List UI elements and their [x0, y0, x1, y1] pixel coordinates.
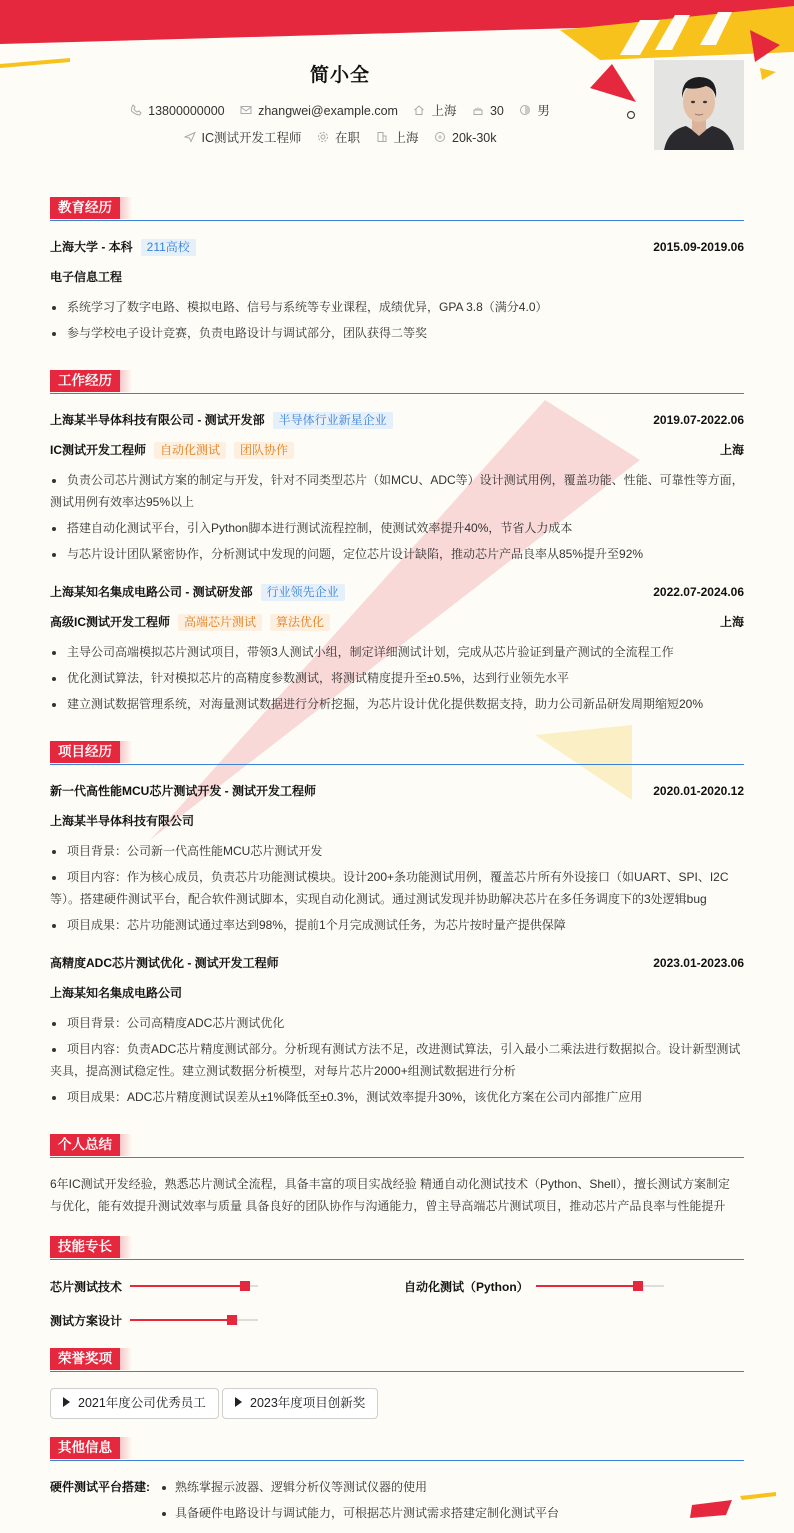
- play-icon: [63, 1397, 70, 1407]
- job-intent-row: [0, 128, 680, 146]
- list-item: 项目背景：公司新一代高性能MCU芯片测试开发: [50, 841, 744, 862]
- skill-name: 自动化测试（Python）: [404, 1280, 529, 1294]
- skill-bar-knob: [240, 1281, 250, 1291]
- age-item: [472, 104, 504, 118]
- target-city-text: 上海: [393, 131, 419, 145]
- skill-bar-fill: [536, 1285, 638, 1287]
- email-item: [240, 104, 398, 118]
- gender-icon: [519, 104, 531, 116]
- coin-icon: [434, 131, 446, 143]
- target-position-text: IC测试开发工程师: [201, 131, 302, 145]
- summary-section-header: [50, 1134, 744, 1158]
- candidate-name: 简小全: [309, 65, 370, 86]
- list-item: 主导公司高端模拟芯片测试项目，带领3人测试小组，制定详细测试计划，完成从芯片验证到量产测试的全流程工作: [50, 642, 744, 663]
- skill-bar-knob: [633, 1281, 643, 1291]
- list-item-continuation: 测试用例有效率达95%以上: [50, 495, 195, 509]
- target-city-item: [376, 128, 419, 146]
- role-tag: 高端芯片测试: [178, 614, 262, 631]
- salary-item: [434, 131, 496, 145]
- award-label: 2023年度项目创新奖: [250, 1396, 366, 1410]
- project-company: 上海某半导体科技有限公司: [50, 814, 195, 828]
- other-section-title: 其他信息: [50, 1437, 120, 1459]
- list-item: 建立测试数据管理系统，对海量测试数据进行分析挖掘，为芯片设计优化提供数据支持，助力公司新品研发周期缩短20%: [50, 694, 744, 715]
- project-period: 2020.01-2020.12: [653, 784, 744, 798]
- education-section-title: 教育经历: [50, 197, 120, 219]
- skills-section-title: 技能专长: [50, 1236, 120, 1258]
- skills-section-header: [50, 1236, 744, 1260]
- profile-photo: [654, 60, 744, 150]
- work-section-title: 工作经历: [50, 370, 120, 392]
- role-tag: 算法优化: [270, 614, 330, 631]
- mail-icon: [240, 104, 252, 116]
- awards-section-title: 荣誉奖项: [50, 1348, 120, 1370]
- project-section-header: [50, 741, 744, 765]
- company-tag: 半导体行业新星企业: [273, 412, 393, 429]
- phone-item: [130, 104, 224, 118]
- status-text: 在职: [335, 131, 361, 145]
- list-item: 系统学习了数字电路、模拟电路、信号与系统等专业课程，成绩优异，GPA 3.8（满分4.0）: [50, 297, 744, 318]
- project-period: 2023.01-2023.06: [653, 956, 744, 970]
- work-section-header: [50, 370, 744, 394]
- skill-bar: [536, 1285, 664, 1287]
- job-header: [50, 411, 744, 429]
- job-role-row: [50, 613, 744, 631]
- project-company: 上海某知名集成电路公司: [50, 986, 183, 1000]
- job-header: [50, 583, 744, 601]
- skill-bar: [130, 1285, 258, 1287]
- awards-section-header: [50, 1348, 744, 1372]
- list-item: 参与学校电子设计竞赛，负责电路设计与调试部分，团队获得二等奖: [50, 323, 744, 344]
- cake-icon: [472, 104, 484, 116]
- contact-row: [0, 101, 680, 119]
- email-address: zhangwei@example.com: [258, 104, 398, 118]
- gender-item: [519, 101, 550, 119]
- project-section-title: 项目经历: [50, 741, 120, 763]
- play-icon: [235, 1397, 242, 1407]
- building-icon: [376, 131, 388, 143]
- summary-line: 6年IC测试开发经验，熟悉芯片测试全流程，具备丰富的项目实战经验 精通自动化测试技术（Python、Shell），擅长测试方案制定: [50, 1177, 731, 1191]
- gear-icon: [317, 131, 329, 143]
- major-name: 电子信息工程: [50, 270, 123, 284]
- education-entry-header: [50, 238, 744, 256]
- gender-text: 男: [537, 104, 550, 118]
- job-period: 2019.07-2022.06: [653, 413, 744, 427]
- send-icon: [184, 131, 196, 143]
- list-item: 项目成果：芯片功能测试通过率达到98%，提前1个月完成测试任务，为芯片按时量产提供保障: [50, 915, 744, 936]
- skill-bar-knob: [227, 1315, 237, 1325]
- location-item: [413, 101, 456, 119]
- list-item-continuation: 夹具，提高测试稳定性。建立测试数据分析模型，对每片芯片2000+组测试数据进行分析: [50, 1064, 516, 1078]
- job-role: 高级IC测试开发工程师: [50, 615, 171, 629]
- job-city: 上海: [719, 443, 744, 457]
- award-label: 2021年度公司优秀员工: [78, 1396, 206, 1410]
- job-role-row: [50, 441, 744, 459]
- skill-bar-fill: [130, 1319, 232, 1321]
- age-text: 30: [489, 104, 504, 118]
- project-name: 高精度ADC芯片测试优化 - 测试开发工程师: [50, 956, 279, 970]
- salary-text: 20k-30k: [452, 131, 497, 145]
- skill-name: 测试方案设计: [50, 1314, 123, 1328]
- company-name: 上海某半导体科技有限公司 - 测试开发部: [50, 413, 265, 427]
- list-item: 项目内容：负责ADC芯片精度测试部分。分析现有测试方法不足，改进测试算法，引入最小二乘法进行数据拟合。设计新型测试: [50, 1039, 744, 1060]
- list-item-continuation: 等）。搭建硬件测试平台，配合软件测试脚本，实现自动化测试。通过测试发现并协助解决芯片在多任务调度下的3处逻辑bug: [50, 892, 707, 906]
- job-city: 上海: [719, 615, 744, 629]
- school-tag: 211高校: [141, 239, 196, 256]
- company-name: 上海某知名集成电路公司 - 测试研发部: [50, 585, 253, 599]
- skill-name: 芯片测试技术: [50, 1280, 123, 1294]
- target-position-item: [184, 128, 302, 146]
- list-item: 项目内容：作为核心成员，负责芯片功能测试模块。设计200+条功能测试用例，覆盖芯片所有外设接口（如UART、SPI、I2C: [50, 867, 744, 888]
- phone-icon: [130, 104, 142, 116]
- list-item: 项目成果：ADC芯片精度测试误差从±1%降低至±0.3%，测试效率提升30%，该优化方案在公司内部推广应用: [50, 1087, 744, 1108]
- list-item: 优化测试算法，针对模拟芯片的高精度参数测试，将测试精度提升至±0.5%，达到行业领先水平: [50, 668, 744, 689]
- list-item: 与芯片设计团队紧密协作，分析测试中发现的问题，定位芯片设计缺陷，推动芯片产品良率从85%提升至92%: [50, 544, 744, 565]
- award-item: [222, 1388, 378, 1419]
- summary-line: 与优化，能有效提升测试效率与质量 具备良好的团队协作与沟通能力，曾主导高端芯片测试项目，推动芯片产品良率与性能提升: [50, 1199, 726, 1213]
- summary-section-title: 个人总结: [50, 1134, 120, 1156]
- location-text: 上海: [431, 104, 457, 118]
- phone-number: 13800000000: [148, 104, 225, 118]
- list-item: 负责公司芯片测试方案的制定与开发，针对不同类型芯片（如MCU、ADC等）设计测试用例，覆盖功能、性能、可靠性等方面，: [50, 470, 744, 491]
- skill-bar-fill: [130, 1285, 245, 1287]
- role-tag: 自动化测试: [154, 442, 226, 459]
- job-role: IC测试开发工程师: [50, 443, 147, 457]
- school-name: 上海大学 - 本科: [50, 240, 133, 254]
- project-header: [50, 782, 744, 800]
- role-tag: 团队协作: [234, 442, 294, 459]
- company-tag: 行业领先企业: [261, 584, 345, 601]
- home-icon: [413, 104, 425, 116]
- education-section-header: [50, 197, 744, 221]
- list-item: 搭建自动化测试平台，引入Python脚本进行测试流程控制，使测试效率提升40%，节省人力成本: [50, 518, 744, 539]
- skill-bar: [130, 1319, 258, 1321]
- other-label: 硬件测试平台搭建:: [50, 1480, 150, 1494]
- other-section-header: [50, 1437, 744, 1461]
- award-item: [50, 1388, 219, 1419]
- list-item: 项目背景：公司高精度ADC芯片测试优化: [50, 1013, 744, 1034]
- project-name: 新一代高性能MCU芯片测试开发 - 测试开发工程师: [50, 784, 316, 798]
- education-period: 2015.09-2019.06: [653, 240, 744, 254]
- project-header: [50, 954, 744, 972]
- list-item: 熟练掌握示波器、逻辑分析仪等测试仪器的使用: [160, 1477, 427, 1498]
- list-item: 具备硬件电路设计与调试能力，可根据芯片测试需求搭建定制化测试平台: [160, 1503, 559, 1524]
- status-item: [317, 128, 360, 146]
- job-period: 2022.07-2024.06: [653, 585, 744, 599]
